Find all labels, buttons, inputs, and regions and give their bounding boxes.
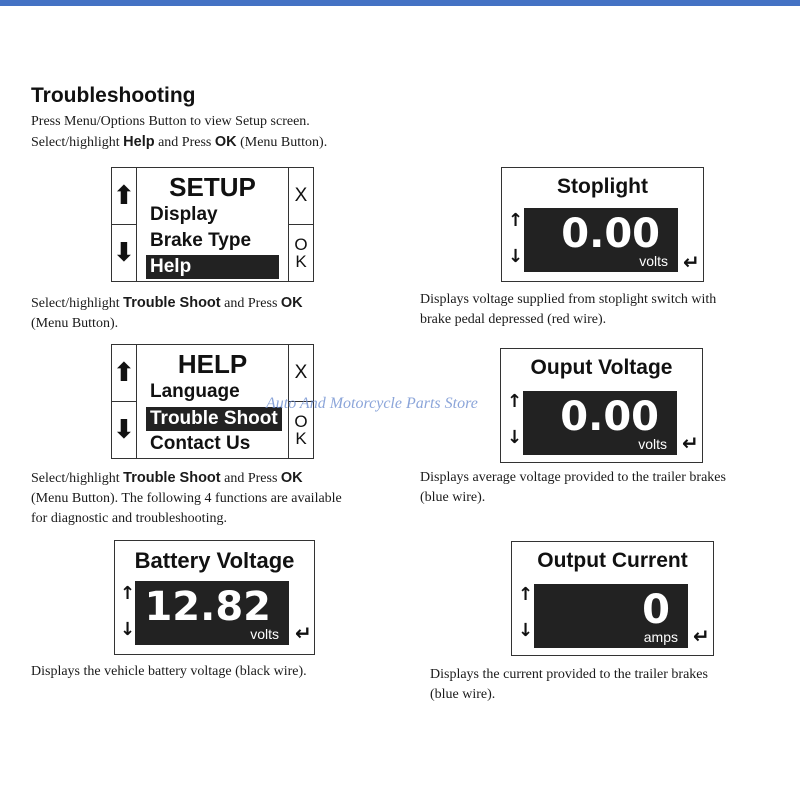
output-current-display (511, 541, 714, 656)
step3-line-2: (Menu Button). The following 4 functions are available (31, 491, 342, 506)
step2-line-1 (31, 293, 303, 314)
setup-title: SETUP (169, 172, 256, 202)
ok-letter-k: K (295, 251, 307, 271)
down-arrow-icon: ↓ (507, 427, 523, 448)
setup-x-button[interactable] (289, 168, 313, 225)
help-down-button[interactable] (112, 402, 136, 459)
step2-text-part: and Press (220, 296, 281, 311)
output-voltage-description (420, 468, 726, 508)
step3-text-part: and Press (220, 471, 281, 486)
up-arrow-icon: ⬆ (113, 180, 135, 211)
battery-voltage-unit: volts (250, 626, 279, 642)
output-current-description-line-1: Displays the current provided to the trailer brakes (430, 667, 708, 682)
down-arrow-icon: ↓ (508, 246, 524, 267)
step2-text-part: Select/highlight (31, 296, 124, 311)
intro-bold-help: Help (123, 134, 155, 150)
intro-text-part: Select/highlight (31, 135, 124, 150)
setup-screen (111, 167, 314, 282)
ok-label (294, 236, 307, 270)
top-accent-bar (0, 0, 800, 6)
ok-letter-k: K (295, 428, 307, 448)
step2-bold-trouble-shoot: Trouble Shoot (123, 295, 221, 311)
close-icon: X (294, 184, 308, 206)
output-current-unit: amps (643, 629, 678, 645)
stoplight-value: 0.00 (561, 211, 660, 257)
setup-ok-button[interactable] (289, 225, 313, 282)
output-voltage-title: Ouput Voltage (530, 356, 673, 379)
enter-icon: ↵ (295, 621, 312, 645)
output-voltage-description-line-2: (blue wire). (420, 490, 486, 505)
up-arrow-icon: ↑ (508, 210, 524, 231)
battery-voltage-title: Battery Voltage (134, 548, 295, 573)
up-arrow-icon: ↑ (518, 584, 534, 605)
help-item-language[interactable]: Language (150, 381, 240, 402)
stoplight-description-line-1: Displays voltage supplied from stoplight switch with (420, 292, 717, 307)
step3-bold-trouble-shoot: Trouble Shoot (123, 470, 221, 486)
step2-line-2: (Menu Button). (31, 316, 119, 331)
stoplight-display (501, 167, 704, 282)
output-current-description-line-2: (blue wire). (430, 687, 496, 702)
up-arrow-icon: ⬆ (113, 357, 135, 388)
setup-item-brake-type[interactable]: Brake Type (150, 230, 252, 251)
output-current-value: 0 (642, 587, 670, 633)
help-up-button[interactable] (112, 345, 136, 402)
intro-text (31, 112, 327, 153)
stoplight-description (420, 290, 716, 330)
output-current-screen (534, 584, 688, 648)
help-item-trouble-shoot[interactable]: Trouble Shoot (146, 407, 282, 431)
setup-item-help[interactable]: Help (146, 255, 279, 279)
stoplight-unit: volts (639, 253, 668, 269)
setup-down-button[interactable] (112, 225, 136, 282)
step3-text (31, 468, 342, 529)
step3-text-part: Select/highlight (31, 471, 124, 486)
close-icon: X (294, 361, 308, 383)
setup-up-button[interactable] (112, 168, 136, 225)
stoplight-title: Stoplight (557, 175, 648, 198)
battery-voltage-display (114, 540, 315, 655)
setup-item-display[interactable]: Display (150, 204, 218, 225)
output-voltage-display (500, 348, 703, 463)
intro-bold-ok: OK (214, 134, 237, 150)
output-voltage-screen (523, 391, 677, 455)
output-voltage-unit: volts (638, 436, 667, 452)
battery-voltage-value: 12.82 (144, 584, 271, 630)
down-arrow-icon: ↓ (120, 619, 136, 640)
page-title: Troubleshooting (31, 84, 196, 107)
enter-icon: ↵ (683, 250, 700, 274)
intro-line-1: Press Menu/Options Button to view Setup screen. (31, 114, 310, 129)
stoplight-description-line-2: brake pedal depressed (red wire). (420, 312, 607, 327)
step2-text (31, 293, 303, 334)
help-item-contact-us[interactable]: Contact Us (150, 433, 251, 454)
intro-text-part: and Press (154, 135, 215, 150)
enter-icon: ↵ (682, 431, 699, 455)
down-arrow-icon: ⬇ (113, 414, 135, 445)
battery-voltage-screen (135, 581, 289, 645)
enter-icon: ↵ (693, 624, 710, 648)
down-arrow-icon: ⬇ (113, 237, 135, 268)
stoplight-screen (524, 208, 678, 272)
store-watermark: Auto And Motorcycle Parts Store (266, 395, 478, 412)
help-left-column (112, 345, 137, 458)
setup-right-column (288, 168, 313, 281)
intro-text-part: (Menu Button). (236, 135, 328, 150)
battery-voltage-description: Displays the vehicle battery voltage (black wire). (31, 664, 307, 679)
intro-line-2 (31, 132, 327, 153)
down-arrow-icon: ↓ (518, 620, 534, 641)
step3-bold-ok: OK (280, 470, 303, 486)
up-arrow-icon: ↑ (507, 391, 523, 412)
step3-line-3: for diagnostic and troubleshooting. (31, 511, 227, 526)
up-arrow-icon: ↑ (120, 583, 136, 604)
step2-bold-ok: OK (280, 295, 303, 311)
setup-left-column (112, 168, 137, 281)
ok-letter-o: O (294, 234, 308, 254)
ok-letter-o: O (294, 411, 308, 431)
output-current-description (430, 665, 708, 705)
help-x-button[interactable] (289, 345, 313, 402)
step3-line-1 (31, 468, 342, 489)
output-current-title: Output Current (537, 549, 688, 572)
output-voltage-description-line-1: Displays average voltage provided to the trailer brakes (420, 470, 726, 485)
ok-label (294, 413, 307, 447)
output-voltage-value: 0.00 (560, 394, 659, 440)
help-title: HELP (177, 349, 248, 379)
